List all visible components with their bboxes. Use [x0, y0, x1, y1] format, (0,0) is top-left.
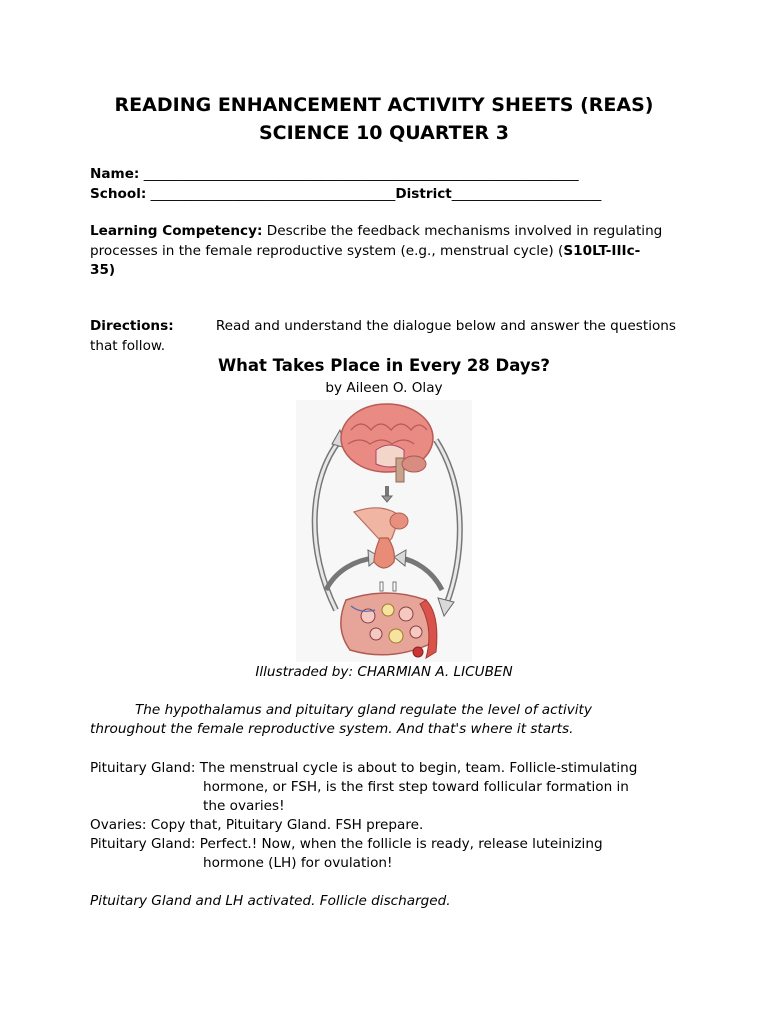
- directions-text1: Read and understand the dialogue below and answer the questions: [215, 318, 676, 334]
- competency-line1: [90, 223, 662, 239]
- district-blank: ______________________: [451, 186, 602, 202]
- closing-line: Pituitary Gland and LH activated. Follicle discharged.: [90, 893, 451, 909]
- competency-code1: S10LT-IIIc-: [563, 243, 641, 259]
- dialogue-entry-3: [90, 836, 603, 852]
- brain-icon: [341, 404, 433, 482]
- school-blank: ____________________________________: [150, 186, 396, 202]
- school-label: School:: [90, 186, 147, 202]
- intro-line1: The hypothalamus and pituitary gland regulate the level of activity: [135, 702, 592, 718]
- intro-line2: throughout the female reproductive system. And that's where it starts.: [90, 721, 574, 737]
- district-label: District: [395, 186, 452, 202]
- dialogue-line: hormone, or FSH, is the first step toward follicular formation in: [203, 779, 629, 795]
- ovary-icon: [341, 593, 437, 658]
- directions-line1: [90, 318, 676, 334]
- competency-label: Learning Competency:: [90, 223, 263, 239]
- dialogue-line: Copy that, Pituitary Gland. FSH prepare.: [146, 817, 424, 833]
- name-field-row: [90, 166, 579, 182]
- directions-label: Directions:: [90, 318, 174, 334]
- competency-line2: [90, 243, 640, 259]
- dialogue-line: Perfect.! Now, when the follicle is ready, release luteinizing: [195, 836, 603, 852]
- dialogue-line: the ovaries!: [203, 798, 285, 814]
- sheet-title-line2: SCIENCE 10 QUARTER 3: [258, 122, 510, 144]
- name-blank: ________________________________________________________________: [143, 166, 579, 182]
- story-title: What Takes Place in Every 28 Days?: [217, 356, 551, 375]
- name-label: Name:: [90, 166, 140, 182]
- directions-text2: that follow.: [90, 338, 166, 354]
- dialogue-speaker: Pituitary Gland:: [90, 760, 196, 776]
- sheet-title-line1: READING ENHANCEMENT ACTIVITY SHEETS (REAS): [114, 94, 654, 116]
- story-byline: by Aileen O. Olay: [325, 380, 443, 396]
- hormone-cycle-illustration: [296, 400, 472, 662]
- dialogue-entry-1: [90, 760, 637, 776]
- illustrator-credit: Illustraded by: CHARMIAN A. LICUBEN: [255, 664, 513, 680]
- dialogue-speaker: Pituitary Gland:: [90, 836, 196, 852]
- competency-code2: 35): [90, 262, 116, 278]
- dialogue-speaker: Ovaries:: [90, 817, 147, 833]
- dialogue-entry-2: [90, 817, 423, 833]
- dialogue-line: The menstrual cycle is about to begin, team. Follicle-stimulating: [195, 760, 638, 776]
- competency-text1: Describe the feedback mechanisms involved in regulating: [262, 223, 663, 239]
- dialogue-line: hormone (LH) for ovulation!: [203, 855, 393, 871]
- competency-text2: processes in the female reproductive system (e.g., menstrual cycle) (: [90, 243, 564, 259]
- school-field-row: [90, 186, 601, 202]
- illustration-svg: [296, 400, 472, 662]
